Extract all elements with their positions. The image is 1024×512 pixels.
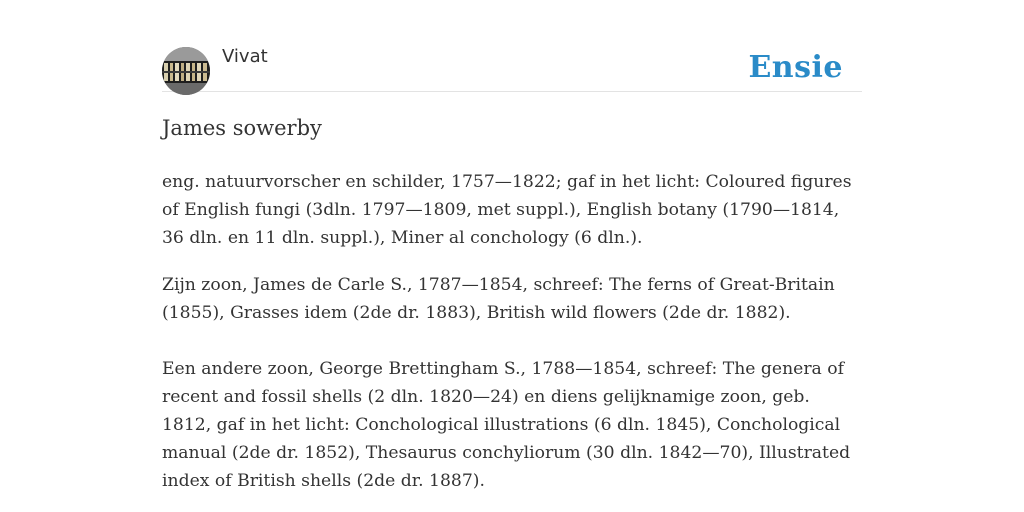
page: [162, 0, 862, 491]
author-name[interactable]: Vivat: [222, 46, 268, 67]
article-body: [162, 168, 862, 495]
book-spines-icon: [162, 47, 210, 95]
paragraph: Zijn zoon, James de Carle S., 1787—1854, schreef: The ferns of Great-Britain (1855), Grasses idem (2de dr. 1883), British wild flowers (2de dr. 1882).: [162, 275, 835, 323]
paragraph: eng. natuurvorscher en schilder, 1757—1822; gaf in het licht: Coloured figures of English fungi (3dln. 1797—1809, met suppl.), English botany (1790—1814, 36 dln. en 11 dln. suppl.), Miner al conchology (6 dln.).: [162, 172, 852, 248]
brand-logo[interactable]: Ensie: [748, 50, 843, 85]
article-title: James sowerby: [162, 116, 322, 140]
avatar[interactable]: [162, 47, 210, 95]
header: [162, 0, 862, 92]
paragraph: Een andere zoon, George Brettingham S., 1788—1854, schreef: The genera of recent and fossil shells (2 dln. 1820—24) en diens gelijknamige zoon, geb. 1812, gaf in het licht: Conchological illustrations (6 dln. 1845), Conchological manual (2de dr. 1852), Thesaurus conchyliorum (30 dln. 1842—70), Illustrated index of British shells (2de dr. 1887).: [162, 359, 851, 491]
